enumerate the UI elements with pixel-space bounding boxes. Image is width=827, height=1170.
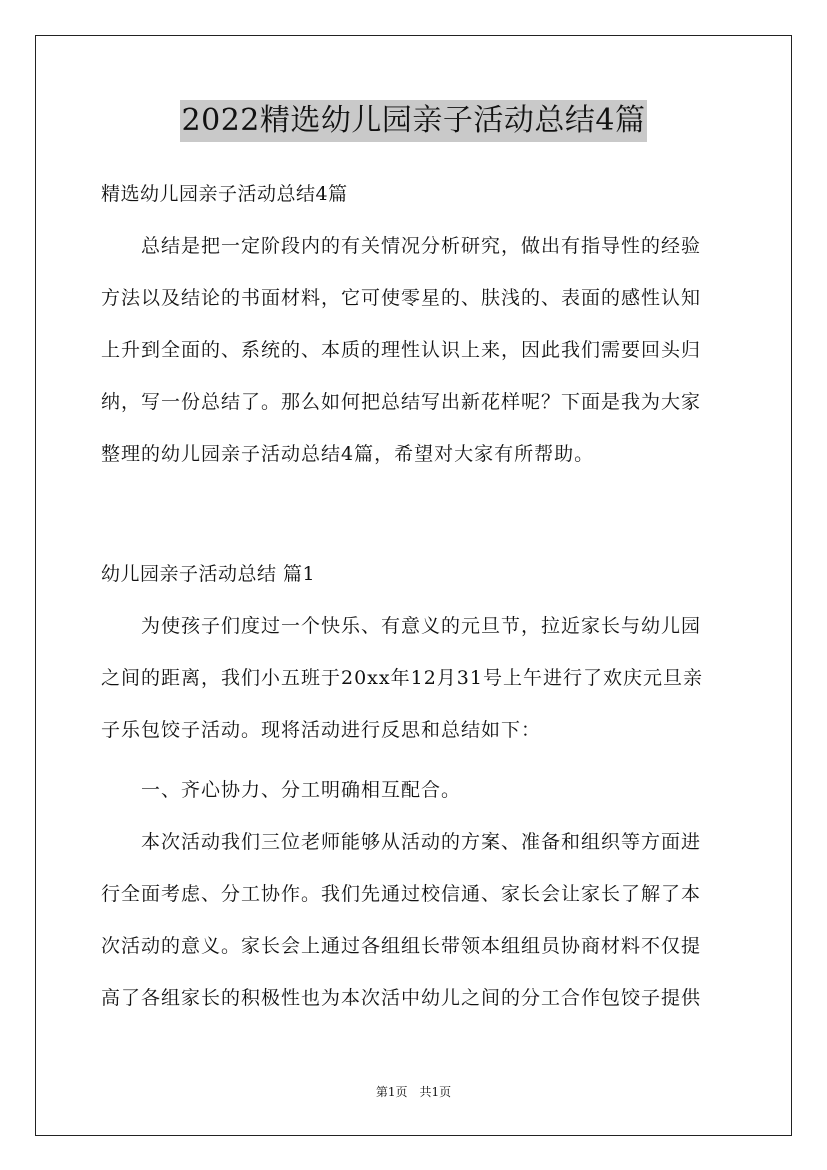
paragraph-line: 纳，写一份总结了。那么如何把总结写出新花样呢？下面是我为大家 <box>101 391 702 413</box>
paragraph-line: 之间的距离，我们小五班于20xx年12月31号上午进行了欢庆元旦亲 <box>101 667 703 689</box>
point-one-paragraph <box>101 764 727 816</box>
document-title: 2022精选幼儿园亲子活动总结4篇 <box>180 100 648 142</box>
intro-paragraph <box>101 220 727 480</box>
section-heading: 幼儿园亲子活动总结 篇1 <box>101 563 316 585</box>
paragraph-line: 行全面考虑、分工协作。我们先通过校信通、家长会让家长了解了本 <box>101 883 702 905</box>
page-footer: 第1页 共1页 <box>375 1085 452 1099</box>
paragraph-line: 为使孩子们度过一个快乐、有意义的元旦节，拉近家长与幼儿园 <box>141 615 702 637</box>
paragraph-line: 次活动的意义。家长会上通过各组组长带领本组组员协商材料不仅提 <box>101 935 702 957</box>
point-one-heading: 一、齐心协力、分工明确相互配合。 <box>141 779 462 801</box>
paragraph-line: 整理的幼儿园亲子活动总结4篇，希望对大家有所帮助。 <box>101 443 595 465</box>
title-container <box>0 100 827 142</box>
document-subtitle: 精选幼儿园亲子活动总结4篇 <box>101 183 348 205</box>
paragraph-line: 总结是把一定阶段内的有关情况分析研究，做出有指导性的经验 <box>141 235 702 257</box>
section-paragraph-2 <box>101 816 727 1024</box>
section-paragraph-1 <box>101 600 727 756</box>
paragraph-line: 上升到全面的、系统的、本质的理性认识上来，因此我们需要回头归 <box>101 339 702 361</box>
paragraph-line: 本次活动我们三位老师能够从活动的方案、准备和组织等方面进 <box>141 831 702 853</box>
paragraph-line: 子乐包饺子活动。现将活动进行反思和总结如下： <box>101 719 542 741</box>
paragraph-line: 方法以及结论的书面材料，它可使零星的、肤浅的、表面的感性认知 <box>101 287 702 309</box>
paragraph-line: 高了各组家长的积极性也为本次活中幼儿之间的分工合作包饺子提供 <box>101 987 702 1009</box>
